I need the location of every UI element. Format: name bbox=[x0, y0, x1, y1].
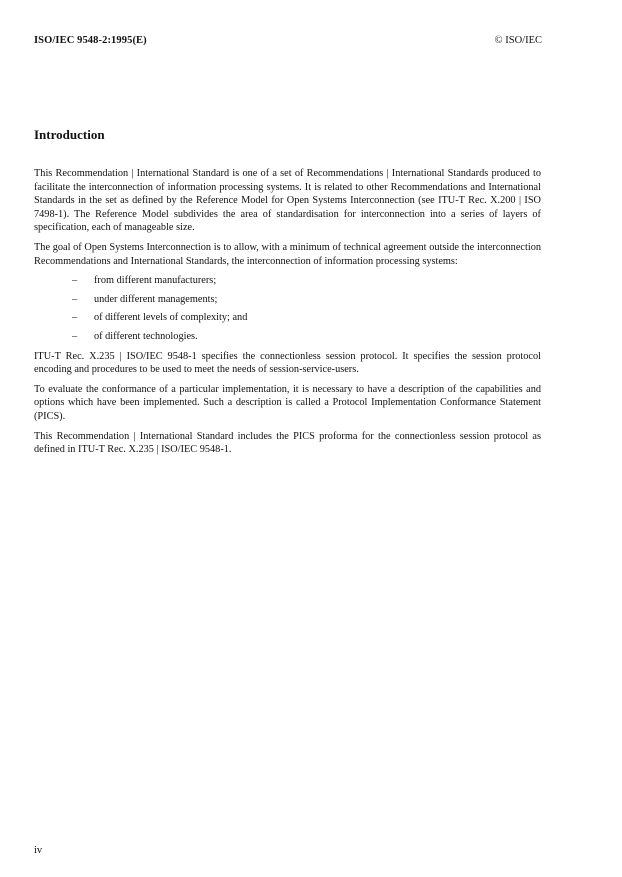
copyright-notice: © ISO/IEC bbox=[494, 35, 542, 46]
list-item-text: from different manufacturers; bbox=[94, 275, 217, 287]
paragraph-3: ITU-T Rec. X.235 | ISO/IEC 9548-1 specifies the connectionless session protocol. It specifies the session protocol encoding and procedures to be used to meet the needs of session-service-users. bbox=[34, 350, 541, 376]
paragraph-2: The goal of Open Systems Interconnection is to allow, with a minimum of technical agreement outside the interconnection Recommendations and International Standards, the interconnection of information processing systems: bbox=[34, 241, 541, 267]
dash-bullet: – bbox=[72, 293, 78, 305]
list-item-text: of different levels of complexity; and bbox=[94, 312, 248, 324]
body-text bbox=[34, 167, 541, 463]
page-number: iv bbox=[34, 845, 43, 856]
document-id: ISO/IEC 9548-2:1995(E) bbox=[34, 35, 147, 46]
dash-bullet: – bbox=[72, 275, 78, 287]
list-item bbox=[34, 274, 541, 288]
paragraph-5: This Recommendation | International Standard includes the PICS proforma for the connectionless session protocol as defined in ITU-T Rec. X.235 | ISO/IEC 9548-1. bbox=[34, 430, 541, 456]
list-item bbox=[34, 293, 541, 307]
list-item-text: of different technologies. bbox=[94, 330, 198, 342]
paragraph-1: This Recommendation | International Standard is one of a set of Recommendations | International Standards produced to facilitate the interconnection of information processing systems. It is related to other Recommendations and International Standards in the set as defined by the Reference Model for Open Systems Interconnection (see ITU-T Rec. X.200 | ISO 7498-1). The Reference Model subdivides the area of standardisation for interconnection into a series of layers of specification, each of manageable size. bbox=[34, 168, 541, 234]
paragraph-4: To evaluate the conformance of a particular implementation, it is necessary to have a description of the capabilities and options which have been implemented. Such a description is called a Protocol Implementation Conformance Statement (PICS). bbox=[34, 383, 541, 422]
dash-bullet: – bbox=[72, 330, 78, 342]
list-item bbox=[34, 330, 541, 344]
list-item-text: under different managements; bbox=[94, 293, 218, 305]
dash-list bbox=[34, 274, 541, 343]
list-item bbox=[34, 311, 541, 325]
section-title: Introduction bbox=[34, 127, 105, 142]
dash-bullet: – bbox=[72, 312, 78, 324]
